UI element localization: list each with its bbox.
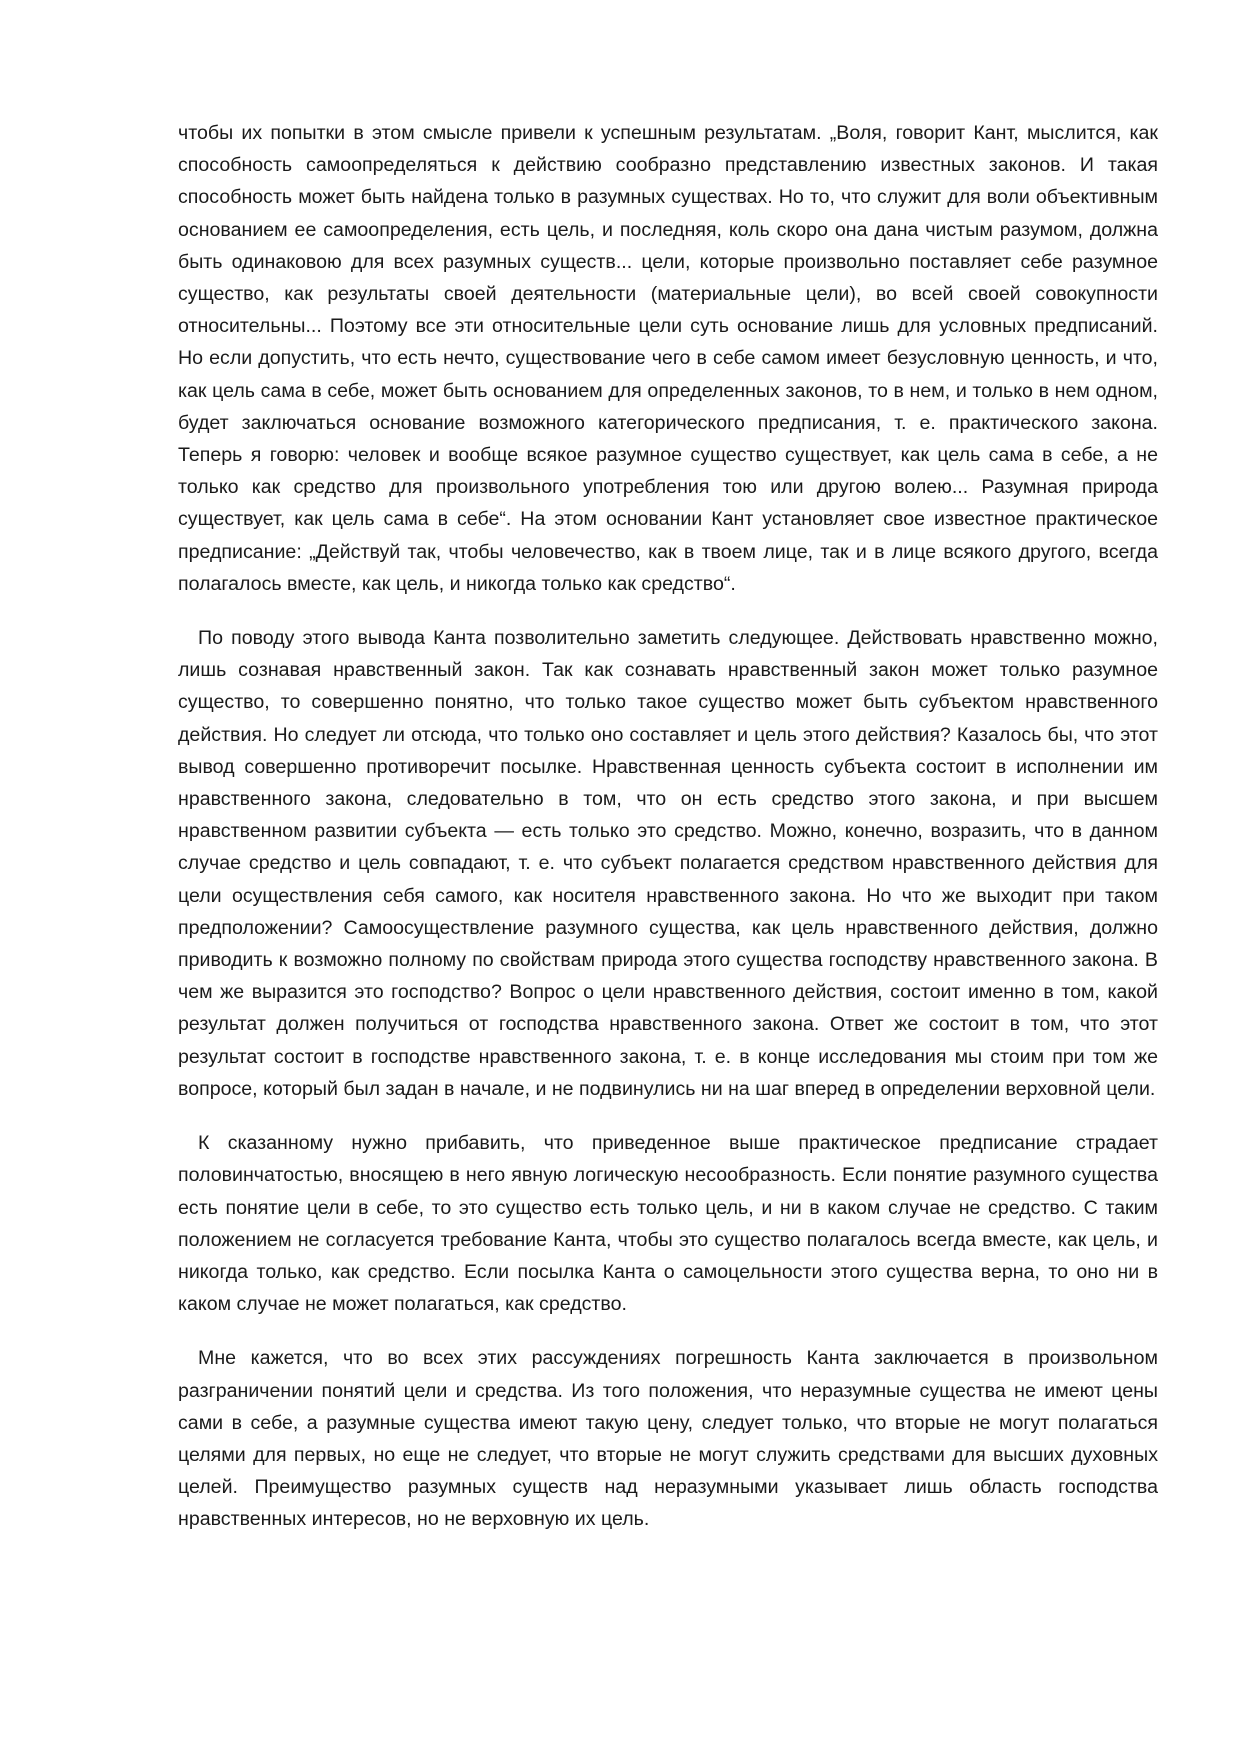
paragraph-3: К сказанному нужно прибавить, что приведенное выше практическое предписание страдает половинчатостью, вносящею в него явную логическую несообразность. Если понятие разумного существа есть понятие цели в себе, то это существо есть только цель, и ни в каком случае не средство. С таким положением не согласуется требование Канта, чтобы это существо полагалось всегда вместе, как цель, и никогда только, как средство. Если посылка Канта о самоцельности этого существа верна, то оно ни в каком случае не может полагаться, как средство.: [178, 1132, 1158, 1316]
paragraph-2: По поводу этого вывода Канта позволительно заметить следующее. Действовать нравственно можно, лишь сознавая нравственный закон. Так как сознавать нравственный закон может только разумное существо, то совершенно понятно, что только такое существо может быть субъектом нравственного действия. Но следует ли отсюда, что только оно составляет и цель этого действия? Казалось бы, что этот вывод совершенно противоречит посылке. Нравственная ценность субъекта состоит в исполнении им нравственного закона, следовательно в том, что он есть средство этого закона, и при высшем нравственном развитии субъекта — есть только это средство. Можно, конечно, возразить, что в данном случае средство и цель совпадают, т. е. что субъект полагается средством нравственного действия для цели осуществления себя самого, как носителя нравственного закона. Но что же выходит при таком предположении? Самоосуществление разумного существа, как цель нравственного действия, должно приводить к возможно полному по свойствам природа этого существа господству нравственного закона. В чем же выразится это господство? Вопрос о цели нравственного действия, состоит именно в том, какой результат должен получиться от господства нравственного закона. Ответ же состоит в том, что этот результат состоит в господстве нравственного закона, т. е. в конце исследования мы стоим при том же вопросе, который был задан в начале, и не подвинулись ни на шаг вперед в определении верховной цели.: [178, 627, 1158, 1100]
paragraph-1: чтобы их попытки в этом смысле привели к успешным результатам. „Воля, говорит Кант, мыслится, как способность самоопределяться к действию сообразно представлению известных законов. И такая способность может быть найдена только в разумных существах. Но то, что служит для воли объективным основанием ее самоопределения, есть цель, и последняя, коль скоро она дана чистым разумом, должна быть одинаковою для всех разумных существ... цели, которые произвольно поставляет себе разумное существо, как результаты своей деятельности (материальные цели), во всей своей совокупности относительны... Поэтому все эти относительные цели суть основание лишь для условных предписаний. Но если допустить, что есть нечто, существование чего в себе самом имеет безусловную ценность, и что, как цель сама в себе, может быть основанием для определенных законов, то в нем, и только в нем одном, будет заключаться основание возможного категорического предписания, т. е. практического закона. Теперь я говорю: человек и вообще всякое разумное существо существует, как цель сама в себе, а не только как средство для произвольного употребления тою или другою волею... Разумная природа существует, как цель сама в себе“. На этом основании Кант установляет свое известное практическое предписание: „Действуй так, чтобы человечество, как в твоем лице, так и в лице всякого другого, всегда полагалось вместе, как цель, и никогда только как средство“.: [178, 122, 1158, 595]
paragraph-4: Мне кажется, что во всех этих рассуждениях погрешность Канта заключается в произвольном разграничении понятий цели и средства. Из того положения, что неразумные существа не имеют цены сами в себе, а разумные существа имеют такую цену, следует только, что вторые не могут полагаться целями для первых, но еще не следует, что вторые не могут служить средствами для высших духовных целей. Преимущество разумных существ над неразумными указывает лишь область господства нравственных интересов, но не верховную их цель.: [178, 1347, 1158, 1531]
document-page: [178, 117, 1158, 1558]
